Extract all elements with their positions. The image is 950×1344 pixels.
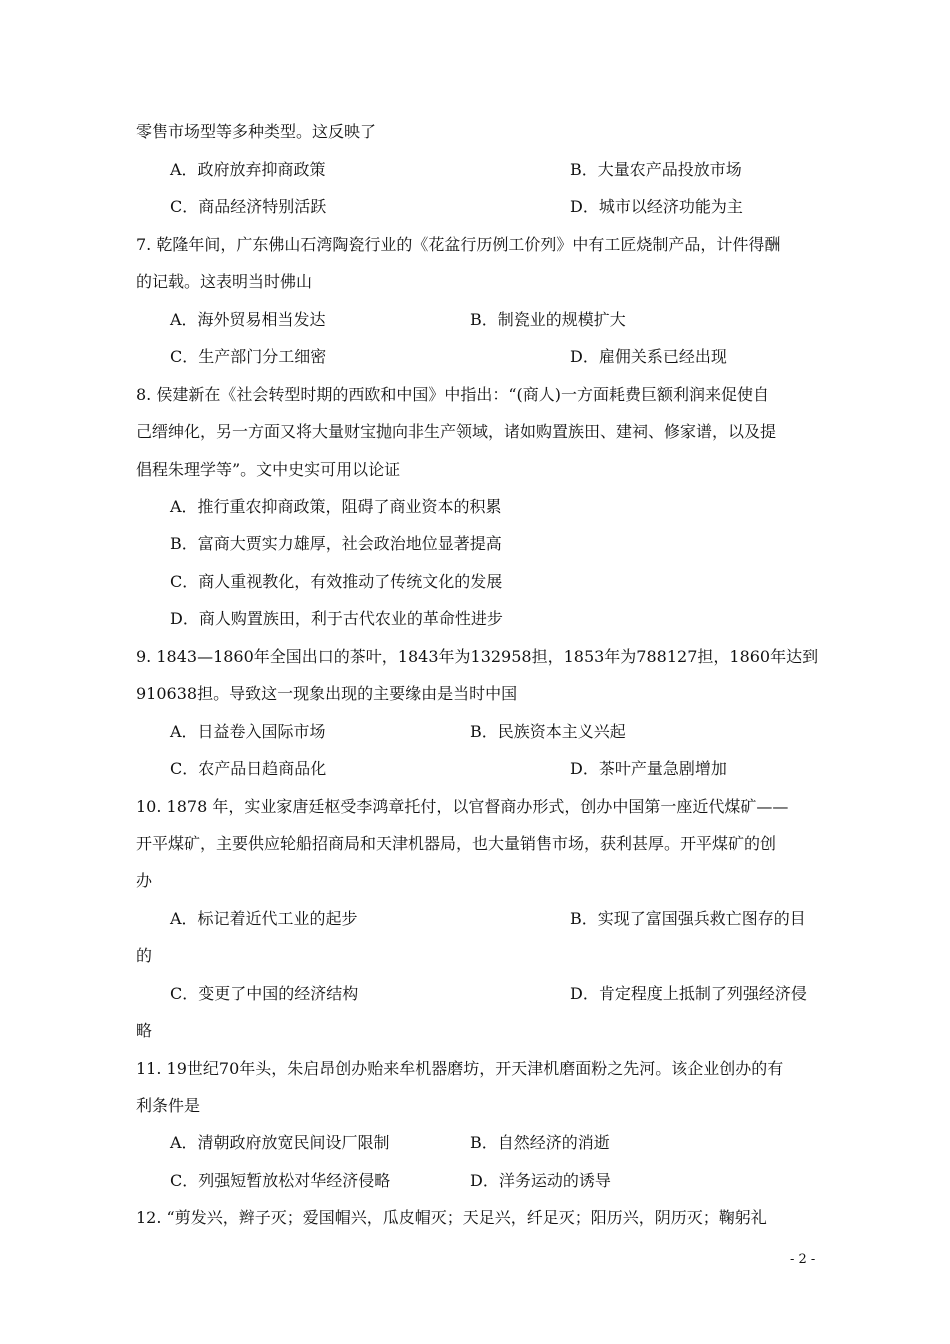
q6-option-b: B．大量农产品投放市场 bbox=[570, 160, 742, 179]
q11-option-b: B．自然经济的消逝 bbox=[470, 1133, 610, 1152]
q7-stem-line-2: 的记载。这表明当时佛山 bbox=[136, 272, 313, 291]
q10-stem-line-2: 开平煤矿，主要供应轮船招商局和天津机器局，也大量销售市场，获利甚厚。开平煤矿的创 bbox=[136, 834, 777, 853]
q7-stem-line-1: 7. 乾隆年间，广东佛山石湾陶瓷行业的《花盆行历例工价列》中有工匠烧制产品，计件得酬 bbox=[136, 235, 781, 254]
page-number: - 2 - bbox=[790, 1252, 816, 1267]
q10-stem-line-3: 办 bbox=[136, 871, 153, 890]
q11-option-a: A．清朝政府放宽民间设厂限制 bbox=[170, 1133, 390, 1152]
q7-option-a: A．海外贸易相当发达 bbox=[170, 310, 326, 329]
q6-option-c: C．商品经济特别活跃 bbox=[170, 197, 327, 216]
q10-option-c: C．变更了中国的经济结构 bbox=[170, 984, 359, 1003]
q8-option-a: A．推行重农抑商政策，阻碍了商业资本的积累 bbox=[170, 497, 502, 516]
q10-option-b-wrap: 的 bbox=[136, 946, 153, 965]
q7-option-d: D．雇佣关系已经出现 bbox=[570, 347, 727, 366]
q11-stem-line-1: 11. 19世纪70年头，朱启昂创办贻来牟机器磨坊，开天津机磨面粉之先河。该企业创办的有 bbox=[136, 1059, 784, 1078]
q10-stem-line-1: 10. 1878 年，实业家唐廷枢受李鸿章托付，以官督商办形式，创办中国第一座近代煤矿—— bbox=[136, 797, 789, 816]
q11-option-d: D．洋务运动的诱导 bbox=[470, 1171, 611, 1190]
q10-option-a: A．标记着近代工业的起步 bbox=[170, 909, 358, 928]
q12-stem-line-1: 12. “剪发兴，辫子灭；爱国帽兴，瓜皮帽灭；天足兴，纤足灭；阳历兴，阴历灭；鞠躬礼 bbox=[136, 1208, 767, 1227]
q10-option-b: B．实现了富国强兵救亡图存的目 bbox=[570, 909, 806, 928]
q10-option-d: D．肯定程度上抵制了列强经济侵 bbox=[570, 984, 807, 1003]
q10-option-d-wrap: 略 bbox=[136, 1021, 153, 1040]
q8-stem-line-3: 倡程朱理学等”。文中史实可用以论证 bbox=[136, 460, 401, 479]
q8-option-b: B．富商大贾实力雄厚，社会政治地位显著提高 bbox=[170, 534, 502, 553]
q7-option-c: C．生产部门分工细密 bbox=[170, 347, 327, 366]
q8-stem-line-1: 8. 侯建新在《社会转型时期的西欧和中国》中指出：“(商人)一方面耗费巨额利润来促使自 bbox=[136, 385, 770, 404]
q9-stem-line-2: 910638担。导致这一现象出现的主要缘由是当时中国 bbox=[136, 684, 518, 703]
q9-option-c: C．农产品日趋商品化 bbox=[170, 759, 327, 778]
q9-option-b: B．民族资本主义兴起 bbox=[470, 722, 626, 741]
q11-option-c: C．列强短暂放松对华经济侵略 bbox=[170, 1171, 391, 1190]
q9-stem-line-1: 9. 1843—1860年全国出口的茶叶，1843年为132958担，1853年为788127担，1860年达到 bbox=[136, 647, 819, 666]
q8-stem-line-2: 己缙绅化，另一方面又将大量财宝抛向非生产领域，诸如购置族田、建祠、修家谱，以及提 bbox=[136, 422, 777, 441]
q8-option-c: C．商人重视教化，有效推动了传统文化的发展 bbox=[170, 572, 503, 591]
q6-option-d: D．城市以经济功能为主 bbox=[570, 197, 743, 216]
q9-option-a: A．日益卷入国际市场 bbox=[170, 722, 326, 741]
q7-option-b: B．制瓷业的规模扩大 bbox=[470, 310, 626, 329]
q11-stem-line-2: 利条件是 bbox=[136, 1096, 201, 1115]
q6-option-a: A．政府放弃抑商政策 bbox=[170, 160, 326, 179]
q8-option-d: D．商人购置族田，利于古代农业的革命性进步 bbox=[170, 609, 503, 628]
q6-stem-tail: 零售市场型等多种类型。这反映了 bbox=[136, 122, 377, 141]
q9-option-d: D．茶叶产量急剧增加 bbox=[570, 759, 727, 778]
